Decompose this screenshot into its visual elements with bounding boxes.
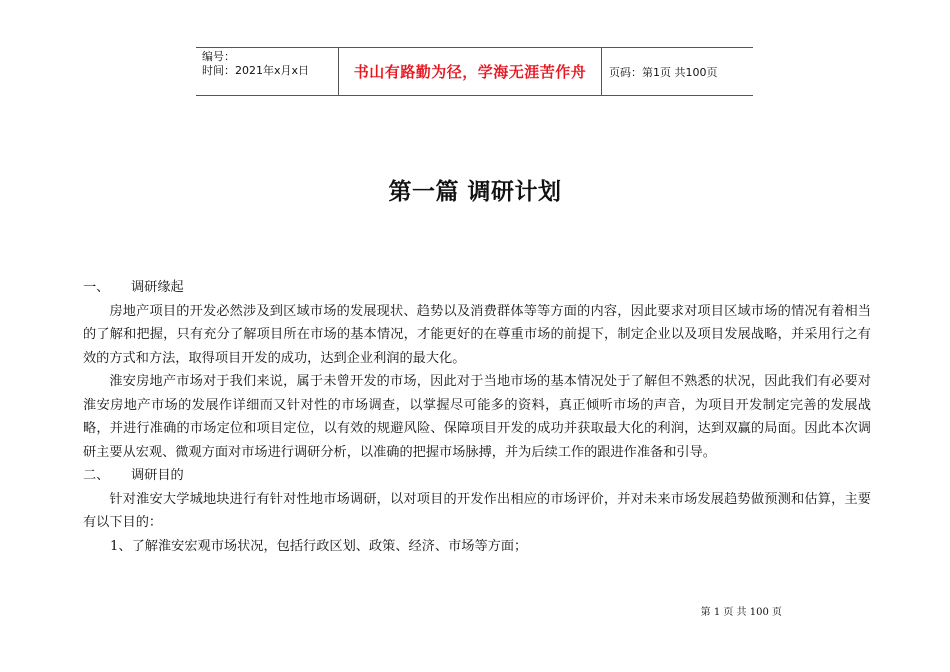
header-table [196,47,753,96]
paragraph: 房地产项目的开发必然涉及到区域市场的发展现状、趋势以及消费群体等等方面的内容，因此要求对项目区域市场的情况有着相当的了解和把握，只有充分了解项目所在市场的基本情况，才能更好的在尊重市场的前提下，制定企业以及项目发展战略，并采用行之有效的方式和方法，取得项目开发的成功，达到企业利润的最大化。 [83,303,871,366]
time-label: 时间：2021年x月x日 [202,64,310,77]
paragraph: 针对淮安大学城地块进行有针对性地市场调研，以对项目的开发作出相应的市场评价，并对未来市场发展趋势做预测和估算，主要有以下目的： [83,491,871,530]
motto: 书山有路勤为径，学海无涯苦作舟 [339,48,602,95]
number-label: 编号： [202,50,235,63]
section-title: 调研目的 [131,468,184,483]
document-title: 第一篇 调研计划 [388,178,562,205]
page-code: 页码：第1页 共100页 [609,65,718,79]
section-number: 一、 [83,280,110,295]
section-heading-1 [83,276,871,300]
paragraph: 淮安房地产市场对于我们来说，属于未曾开发的市场，因此对于当地市场的基本情况处于了解但不熟悉的状况，因此我们有必要对淮安房地产市场的发展作详细而又针对性的市场调查，以掌握尽可能多的资料，真正倾听市场的声音，为项目开发制定完善的发展战略，并进行准确的市场定位和项目定位，以有效的规避风险、保障项目开发的成功并获取最大化的利润，达到双赢的局面。因此本次调研主要从宏观、微观方面对市场进行调研分析，以准确的把握市场脉搏，并为后续工作的跟进作准备和引导。 [83,374,871,460]
list-item: 1、了解淮安宏观市场状况，包括行政区划、政策、经济、市场等方面； [110,538,528,554]
document-body [83,276,871,558]
page-footer: 第 1 页 共 100 页 [700,607,782,618]
section-title: 调研缘起 [131,280,184,295]
section-number: 二、 [83,468,110,483]
header-meta-cell [196,48,339,95]
section-heading-2 [83,464,871,488]
